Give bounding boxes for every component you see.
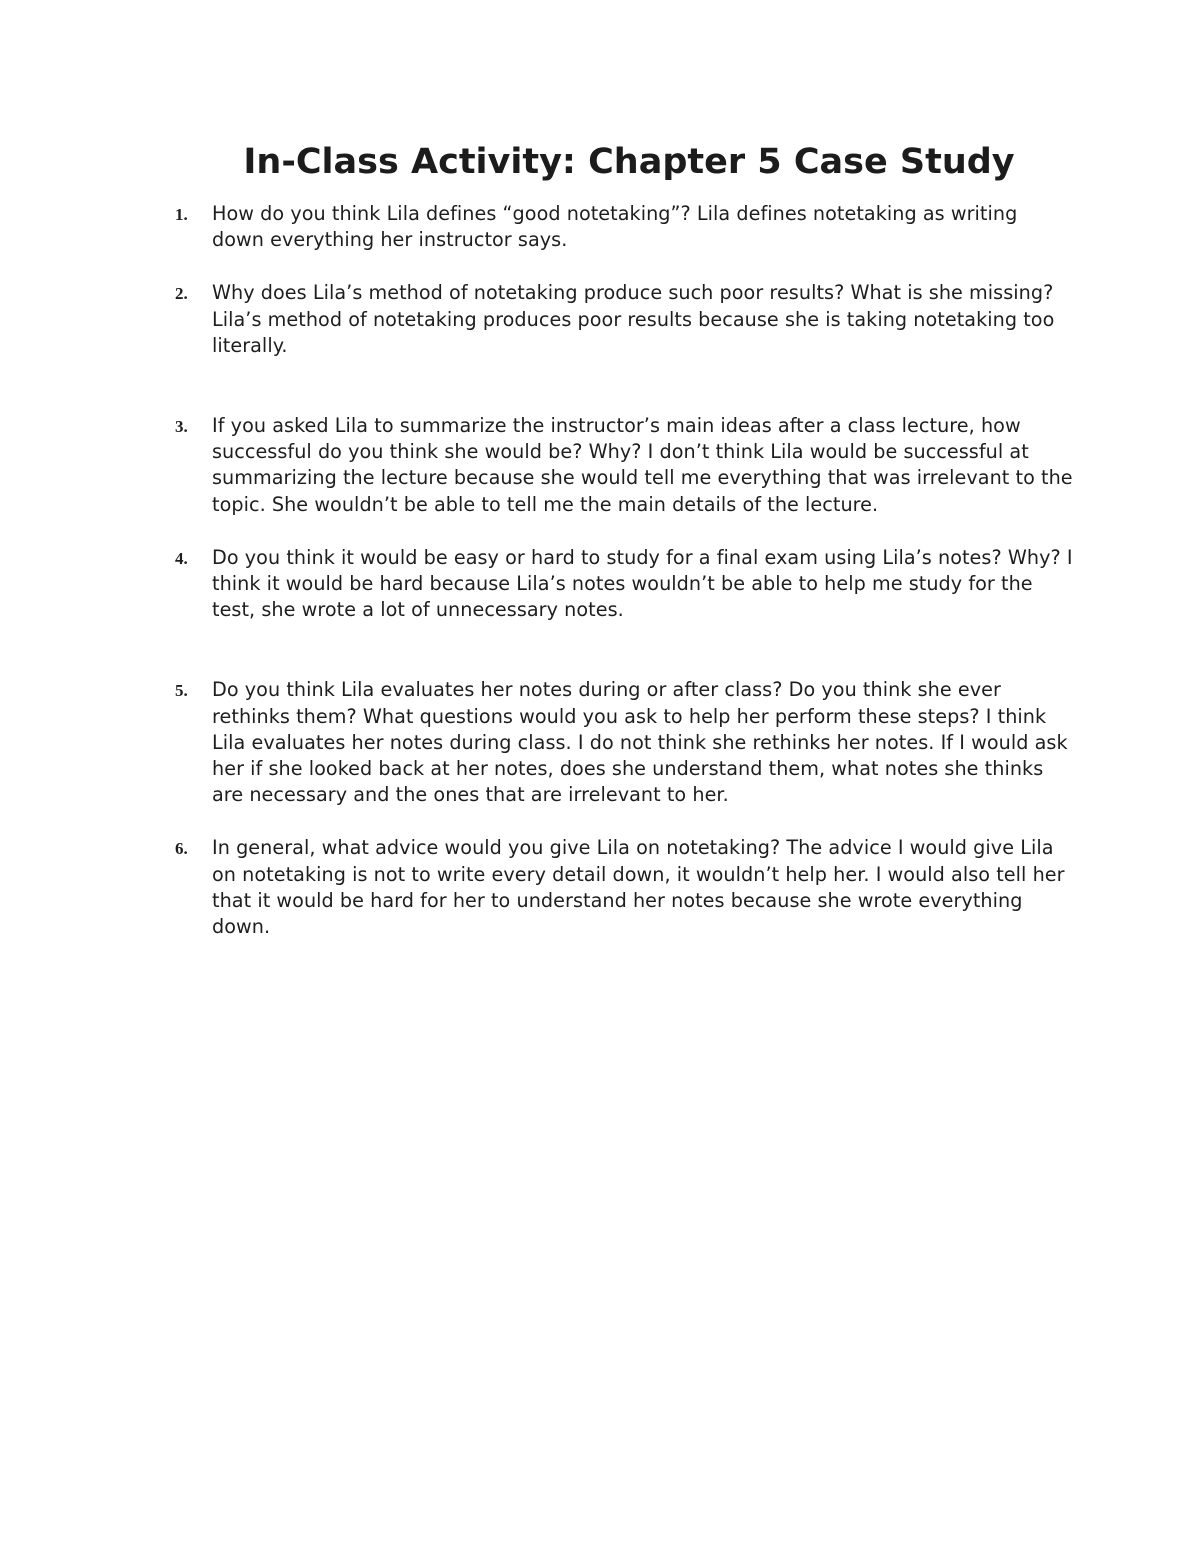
question-number: 3.: [175, 417, 188, 437]
question-item-5: [175, 677, 1075, 808]
question-item-6: [175, 835, 1075, 940]
question-number: 6.: [175, 839, 188, 859]
question-text: If you asked Lila to summarize the instructor’s main ideas after a class lecture, how successful do you think she would be? Why? I don’t think Lila would be successful at summarizing the lecture because she would tell me everything that was irrelevant to the topic. She wouldn’t be able to tell me the main details of the lecture.: [212, 414, 1073, 516]
question-item-1: [175, 201, 1075, 253]
page-title: In-Class Activity: Chapter 5 Case Study: [243, 142, 1015, 182]
question-item-2: [175, 280, 1075, 359]
question-list: [175, 201, 1075, 940]
question-text: Do you think it would be easy or hard to study for a final exam using Lila’s notes? Why? I think it would be hard because Lila’s notes wouldn’t be able to help me study for the test, she wrote a lot of unnecessary notes.: [212, 545, 1073, 622]
question-text: Do you think Lila evaluates her notes during or after class? Do you think she ever rethinks them? What questions would you ask to help her perform these steps? I think Lila evaluates her notes during class. I do not think she rethinks her notes. If I would ask her if she looked back at her notes, does she understand them, what notes she thinks are necessary and the ones that are irrelevant to her.: [212, 678, 1068, 807]
question-text: Why does Lila’s method of notetaking produce such poor results? What is she missing? Lila’s method of notetaking produces poor results because she is taking notetaking too literally.: [212, 281, 1055, 357]
question-item-3: [175, 413, 1075, 518]
question-text: In general, what advice would you give Lila on notetaking? The advice I would give Lila on notetaking is not to write every detail down, it wouldn’t help her. I would also tell her that it would be hard for her to understand her notes because she wrote everything down.: [212, 836, 1065, 939]
question-number: 5.: [175, 681, 188, 701]
question-item-4: [175, 545, 1075, 624]
question-number: 2.: [175, 284, 188, 304]
question-text: How do you think Lila defines “good notetaking”? Lila defines notetaking as writing down everything her instructor says.: [212, 202, 1018, 252]
question-number: 4.: [175, 548, 188, 568]
question-number: 1.: [175, 205, 188, 224]
